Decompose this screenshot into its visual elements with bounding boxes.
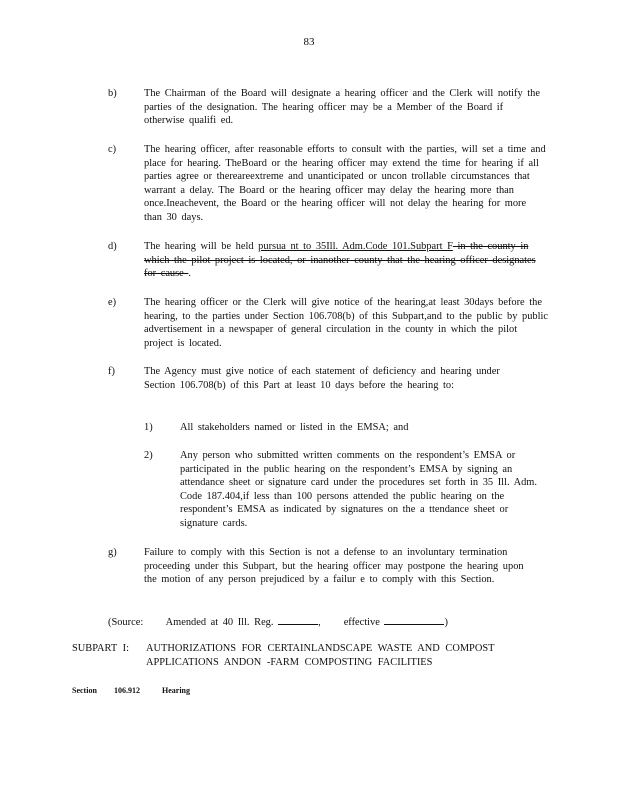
subpart-title: AUTHORIZATIONS FOR CERTAINLANDSCAPE WASTE AND COMPOST APPLICATIONS ANDON -FARM COMPOSTING FACILITIES <box>146 643 495 668</box>
register-blank <box>278 615 318 625</box>
paragraph-text: The Chairman of the Board will designate a hearing officer and the Clerk will notify the parties of the designation. The hearing officer may be a Member of the Board if otherwise qualifi ed. <box>144 88 540 127</box>
subparagraph-number: 2) <box>144 450 153 461</box>
section-number: 106.912 <box>114 686 140 695</box>
section-label: Section <box>72 686 97 695</box>
paragraph-text <box>144 240 548 281</box>
subpart-label: SUBPART I: <box>72 643 129 654</box>
effective-date-blank <box>384 615 444 625</box>
source-close: ) <box>444 617 448 628</box>
paragraph-letter: g) <box>108 547 117 558</box>
source-comma: , <box>318 617 321 628</box>
subparagraph-text: Any person who submitted written comments on the respondent’s EMSA or participated in the public hearing on the respondent’s EMSA by signing an attendance sheet or signature card under the procedures set forth in 35 Ill. Adm. Code 187.404,if less than 100 persons attended the public hearing on the respondent’s EMSA as indicated by signatures on the a ttendance sheet or signature cards. <box>180 450 537 529</box>
paragraph-letter: c) <box>108 144 117 155</box>
deleted-text: in the county in which the pilot project is located, or inanother county that the hearing officer designates for cause <box>144 241 536 280</box>
source-amended: Amended at 40 Ill. Reg. <box>165 617 274 628</box>
paragraph-letter: f) <box>108 366 115 377</box>
section-title: Hearing <box>162 686 190 695</box>
source-note <box>108 615 448 630</box>
paragraph-letter: d) <box>108 241 117 252</box>
paragraph-text: The hearing officer, after reasonable efforts to consult with the parties, will set a time and place for hearing. TheBoard or the hearing officer may extend the time for hearing if all parties agree or thereareextreme and unanticipated or uncon trollable circumstances that warrant a delay. The Board or the hearing officer may delay the hearing more than once.Ineachevent, the Board or the hearing officer will not delay the hearing for more than 30 days. <box>144 144 546 223</box>
paragraph-text: Failure to comply with this Section is not a defense to an involuntary termination proceeding under this Subpart, but the hearing officer may postpone the hearing upon the motion of any person prejudiced by a failur e to comply with this Section. <box>144 547 524 586</box>
subparagraph-text: All stakeholders named or listed in the EMSA; and <box>180 422 409 433</box>
paragraph-text: The Agency must give notice of each statement of deficiency and hearing under Section 106.708(b) of this Part at least 10 days before the hearing to: <box>144 366 500 391</box>
paragraph-letter: b) <box>108 88 117 99</box>
source-open: (Source: <box>108 617 144 628</box>
source-effective: effective <box>343 617 380 628</box>
paragraph-lead: The hearing will be held <box>144 241 259 252</box>
subparagraph-number: 1) <box>144 422 153 433</box>
paragraph-letter: e) <box>108 297 117 308</box>
paragraph-end: . <box>188 268 191 280</box>
paragraph-text: The hearing officer or the Clerk will give notice of the hearing,at least 30days before the hearing, to the parties under Section 106.708(b) of this Subpart,and to the public by public advertisement in a newspaper of general circulation in the county in which the pilot project is located. <box>144 297 549 349</box>
inserted-text: pursua nt to 35Ill. Adm.Code 101.Subpart F <box>258 241 453 252</box>
section-heading <box>72 686 190 695</box>
page-number: 83 <box>303 36 315 48</box>
